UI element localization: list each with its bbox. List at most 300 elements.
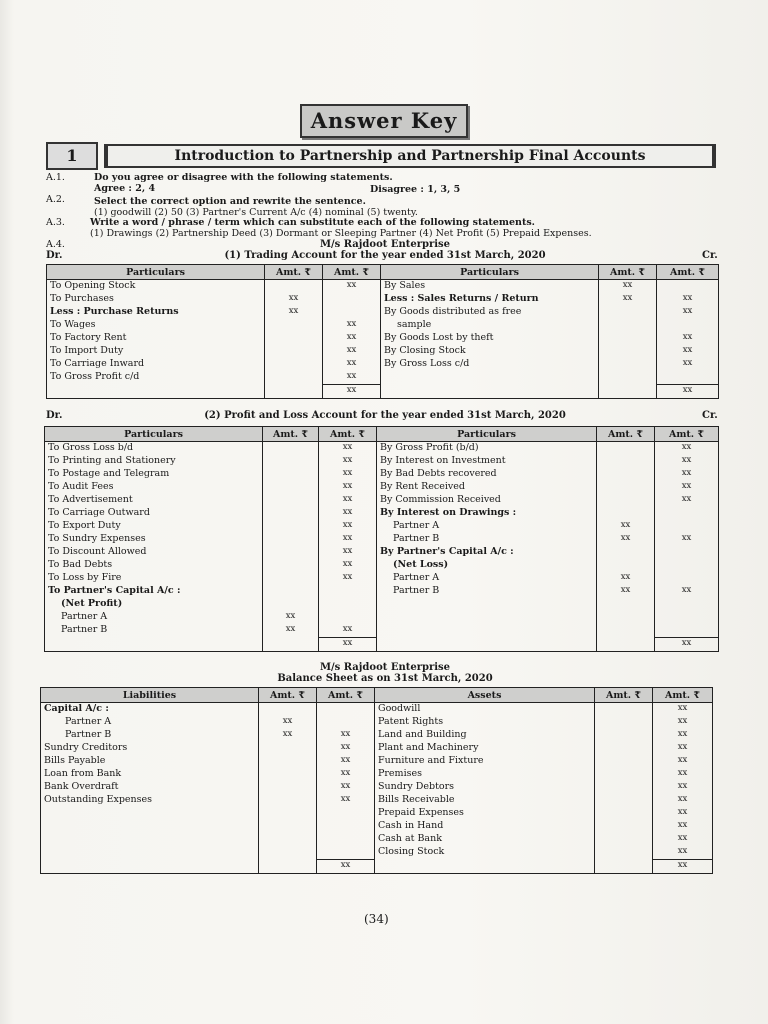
amt-left-1	[263, 520, 319, 533]
table-row	[41, 742, 713, 755]
a3-label: A.3.	[46, 217, 65, 228]
amt-right-1	[597, 442, 655, 456]
profit-loss-table	[44, 426, 719, 652]
table-row	[41, 755, 713, 768]
total-row	[45, 638, 719, 652]
amt-right-2: xx	[653, 742, 713, 755]
amt-right-2: xx	[657, 332, 719, 345]
particulars-left: To Audit Fees	[45, 481, 263, 494]
particulars-left: Partner B	[41, 729, 259, 742]
table-row	[41, 807, 713, 820]
amt-right-1	[595, 716, 653, 729]
amt-right-1	[597, 559, 655, 572]
chapter-title: Introduction to Partnership and Partnership Final Accounts	[104, 144, 716, 168]
amt-left-1: xx	[265, 293, 323, 306]
amt-left-2: xx	[319, 572, 377, 585]
amt-left-1: xx	[263, 624, 319, 638]
total-left: xx	[319, 638, 377, 652]
particulars-right: Closing Stock	[375, 846, 595, 860]
amt-left-1	[259, 820, 317, 833]
particulars-right: Sundry Debtors	[375, 781, 595, 794]
amt-left-2	[317, 820, 375, 833]
col-amt: Amt. ₹	[657, 265, 719, 280]
amt-right-1	[597, 546, 655, 559]
amt-left-1	[263, 468, 319, 481]
amt-right-1	[599, 306, 657, 319]
total-blank	[595, 860, 653, 874]
amt-left-2: xx	[323, 280, 381, 294]
table-row	[41, 703, 713, 717]
particulars-right: sample	[381, 319, 599, 332]
particulars-left: To Discount Allowed	[45, 546, 263, 559]
amt-right-2	[655, 507, 719, 520]
particulars-left: Less : Purchase Returns	[47, 306, 265, 319]
amt-left-1	[265, 332, 323, 345]
table-row	[41, 729, 713, 742]
total-right: xx	[655, 638, 719, 652]
particulars-left: To Carriage Inward	[47, 358, 265, 371]
a4-label: A.4.	[46, 239, 65, 250]
amt-left-1	[263, 507, 319, 520]
particulars-left	[41, 807, 259, 820]
table-row	[45, 520, 719, 533]
table-row	[41, 846, 713, 860]
amt-left-2: xx	[319, 520, 377, 533]
particulars-right: By Partner's Capital A/c :	[377, 546, 597, 559]
amt-right-1	[595, 833, 653, 846]
table-row	[47, 306, 719, 319]
pl-cr: Cr.	[702, 410, 718, 421]
amt-left-2: xx	[317, 729, 375, 742]
amt-right-1	[599, 345, 657, 358]
amt-left-1: xx	[263, 611, 319, 624]
particulars-right: Plant and Machinery	[375, 742, 595, 755]
amt-right-1	[597, 598, 655, 611]
particulars-right	[377, 598, 597, 611]
amt-left-2	[319, 611, 377, 624]
particulars-right: Premises	[375, 768, 595, 781]
amt-right-2: xx	[655, 455, 719, 468]
total-blank	[381, 385, 599, 399]
firm-name-bs: M/s Rajdoot Enterprise	[319, 662, 451, 673]
amt-right-1	[597, 494, 655, 507]
amt-left-2	[317, 807, 375, 820]
amt-left-2: xx	[317, 742, 375, 755]
amt-right-1: xx	[597, 585, 655, 598]
amt-left-2: xx	[323, 345, 381, 358]
particulars-right: By Rent Received	[377, 481, 597, 494]
col-amt: Amt. ₹	[259, 688, 317, 703]
particulars-right: By Sales	[381, 280, 599, 294]
amt-left-2: xx	[317, 768, 375, 781]
particulars-left: To Export Duty	[45, 520, 263, 533]
a3-text: Write a word / phrase / term which can substitute each of the following statements.	[90, 217, 535, 228]
amt-left-1	[259, 768, 317, 781]
amt-left-1	[263, 533, 319, 546]
a1-agree: Agree : 2, 4	[94, 183, 156, 194]
col-amt: Amt. ₹	[265, 265, 323, 280]
col-liabilities: Liabilities	[41, 688, 259, 703]
a1-label: A.1.	[46, 172, 65, 183]
col-particulars: Particulars	[47, 265, 265, 280]
amt-left-1	[265, 371, 323, 385]
col-assets: Assets	[375, 688, 595, 703]
amt-left-1: xx	[259, 716, 317, 729]
a2-answer: (1) goodwill (2) 50 (3) Partner's Current A/c (4) nominal (5) twenty.	[94, 207, 418, 218]
col-amt: Amt. ₹	[323, 265, 381, 280]
amt-right-2: xx	[655, 468, 719, 481]
amt-right-2	[655, 546, 719, 559]
amt-right-2: xx	[653, 807, 713, 820]
particulars-left	[41, 846, 259, 860]
amt-left-1	[259, 846, 317, 860]
table-row	[45, 559, 719, 572]
answer-key-title: Answer Key	[300, 104, 468, 138]
amt-left-1	[265, 345, 323, 358]
amt-right-1: xx	[597, 520, 655, 533]
amt-left-2: xx	[317, 781, 375, 794]
amt-left-2: xx	[319, 546, 377, 559]
pl-heading: (2) Profit and Loss Account for the year ended 31st March, 2020	[204, 410, 566, 421]
amt-left-2	[317, 846, 375, 860]
table-row	[45, 598, 719, 611]
table-row	[47, 371, 719, 385]
total-blank	[45, 638, 263, 652]
col-amt: Amt. ₹	[319, 427, 377, 442]
amt-right-1	[595, 846, 653, 860]
amt-left-2: xx	[319, 468, 377, 481]
amt-left-1: xx	[259, 729, 317, 742]
total-blank	[259, 860, 317, 874]
amt-right-2	[655, 624, 719, 638]
amt-left-1	[259, 807, 317, 820]
table-row	[41, 781, 713, 794]
particulars-right	[377, 611, 597, 624]
amt-right-2: xx	[653, 820, 713, 833]
amt-left-2	[323, 306, 381, 319]
amt-left-1	[263, 546, 319, 559]
col-amt: Amt. ₹	[595, 688, 653, 703]
amt-right-1	[595, 820, 653, 833]
trading-cr: Cr.	[702, 250, 718, 261]
a1-text: Do you agree or disagree with the following statements.	[94, 172, 393, 183]
amt-left-2: xx	[317, 755, 375, 768]
amt-right-1	[597, 455, 655, 468]
amt-left-2	[323, 293, 381, 306]
total-row	[47, 385, 719, 399]
amt-right-2	[657, 319, 719, 332]
amt-left-1	[263, 455, 319, 468]
amt-left-1	[259, 794, 317, 807]
amt-right-2: xx	[653, 833, 713, 846]
amt-left-1	[259, 703, 317, 717]
particulars-right: By Goods Lost by theft	[381, 332, 599, 345]
amt-left-1	[263, 572, 319, 585]
amt-left-2: xx	[323, 332, 381, 345]
particulars-right: Land and Building	[375, 729, 595, 742]
particulars-right: By Interest on Drawings :	[377, 507, 597, 520]
amt-left-1	[259, 833, 317, 846]
particulars-right: By Gross Profit (b/d)	[377, 442, 597, 456]
amt-right-2	[655, 572, 719, 585]
amt-right-1	[597, 611, 655, 624]
table-row	[45, 455, 719, 468]
col-amt: Amt. ₹	[653, 688, 713, 703]
amt-right-1	[595, 703, 653, 717]
amt-left-2: xx	[319, 624, 377, 638]
particulars-left: To Printing and Stationery	[45, 455, 263, 468]
amt-right-1	[597, 624, 655, 638]
table-row	[47, 293, 719, 306]
particulars-left: Bills Payable	[41, 755, 259, 768]
particulars-right: Goodwill	[375, 703, 595, 717]
particulars-right: By Goods distributed as free	[381, 306, 599, 319]
total-right: xx	[657, 385, 719, 399]
total-blank	[265, 385, 323, 399]
amt-left-2: xx	[323, 358, 381, 371]
amt-right-2: xx	[655, 442, 719, 456]
amt-left-1	[263, 481, 319, 494]
particulars-right: Partner B	[377, 585, 597, 598]
amt-left-1	[263, 598, 319, 611]
amt-right-1	[597, 481, 655, 494]
amt-right-2	[657, 280, 719, 294]
amt-right-1	[595, 807, 653, 820]
particulars-left: To Carriage Outward	[45, 507, 263, 520]
particulars-left: To Wages	[47, 319, 265, 332]
amt-left-2: xx	[319, 481, 377, 494]
amt-right-2	[655, 559, 719, 572]
particulars-right: Partner A	[377, 520, 597, 533]
col-amt: Amt. ₹	[263, 427, 319, 442]
trading-account-table	[46, 264, 719, 399]
page-number: (34)	[364, 912, 389, 926]
amt-right-1	[595, 768, 653, 781]
amt-left-2: xx	[319, 533, 377, 546]
amt-right-2: xx	[653, 846, 713, 860]
chapter-banner	[42, 142, 714, 168]
amt-right-2: xx	[655, 481, 719, 494]
amt-right-1: xx	[599, 293, 657, 306]
amt-left-1	[265, 358, 323, 371]
amt-right-1: xx	[599, 280, 657, 294]
amt-left-1	[263, 559, 319, 572]
table-row	[41, 716, 713, 729]
amt-right-2: xx	[653, 755, 713, 768]
amt-right-2	[657, 371, 719, 385]
amt-left-1	[259, 755, 317, 768]
amt-right-1	[599, 358, 657, 371]
amt-left-2: xx	[319, 559, 377, 572]
table-row	[45, 468, 719, 481]
a3-answer: (1) Drawings (2) Partnership Deed (3) Dormant or Sleeping Partner (4) Net Profit (5) Prepaid Expenses.	[90, 228, 592, 239]
particulars-right: Bills Receivable	[375, 794, 595, 807]
amt-right-2: xx	[657, 358, 719, 371]
particulars-left: To Advertisement	[45, 494, 263, 507]
amt-left-1: xx	[265, 306, 323, 319]
particulars-left: To Opening Stock	[47, 280, 265, 294]
amt-right-2: xx	[653, 794, 713, 807]
amt-right-2: xx	[653, 768, 713, 781]
amt-left-2	[317, 716, 375, 729]
particulars-left: To Gross Loss b/d	[45, 442, 263, 456]
table-row	[45, 533, 719, 546]
amt-right-2: xx	[655, 494, 719, 507]
table-row	[45, 481, 719, 494]
table-row	[45, 494, 719, 507]
particulars-right: Partner B	[377, 533, 597, 546]
trading-heading: (1) Trading Account for the year ended 31st March, 2020	[224, 250, 546, 261]
chapter-number: 1	[46, 142, 98, 170]
amt-right-1: xx	[597, 533, 655, 546]
amt-right-2: xx	[653, 781, 713, 794]
amt-right-1	[595, 781, 653, 794]
a2-text: Select the correct option and rewrite the sentence.	[94, 196, 366, 207]
firm-name-trading: M/s Rajdoot Enterprise	[319, 239, 451, 250]
amt-right-1: xx	[597, 572, 655, 585]
amt-right-2: xx	[655, 533, 719, 546]
col-amt: Amt. ₹	[655, 427, 719, 442]
amt-left-2: xx	[319, 455, 377, 468]
col-particulars: Particulars	[377, 427, 597, 442]
amt-left-2	[319, 585, 377, 598]
particulars-left: To Bad Debts	[45, 559, 263, 572]
amt-right-2: xx	[653, 716, 713, 729]
particulars-right: Cash in Hand	[375, 820, 595, 833]
amt-left-1	[263, 494, 319, 507]
particulars-right: By Commission Received	[377, 494, 597, 507]
amt-right-1	[599, 371, 657, 385]
particulars-left: Capital A/c :	[41, 703, 259, 717]
particulars-right: By Interest on Investment	[377, 455, 597, 468]
particulars-right: (Net Loss)	[377, 559, 597, 572]
amt-right-2	[655, 598, 719, 611]
trading-dr: Dr.	[46, 250, 63, 261]
table-row	[47, 319, 719, 332]
amt-right-1	[595, 729, 653, 742]
total-blank	[375, 860, 595, 874]
table-row	[41, 768, 713, 781]
particulars-right: Patent Rights	[375, 716, 595, 729]
particulars-left: To Loss by Fire	[45, 572, 263, 585]
amt-right-1	[595, 742, 653, 755]
amt-right-2: xx	[657, 306, 719, 319]
a1-disagree: Disagree : 1, 3, 5	[370, 184, 461, 195]
amt-left-2: xx	[319, 442, 377, 456]
particulars-left: To Factory Rent	[47, 332, 265, 345]
particulars-left: To Postage and Telegram	[45, 468, 263, 481]
particulars-left: To Purchases	[47, 293, 265, 306]
amt-left-1	[259, 742, 317, 755]
amt-right-1	[597, 468, 655, 481]
a2-label: A.2.	[46, 194, 65, 205]
particulars-left: Partner A	[41, 716, 259, 729]
table-row	[47, 332, 719, 345]
amt-right-2	[655, 611, 719, 624]
table-row	[41, 794, 713, 807]
particulars-left: Partner A	[45, 611, 263, 624]
amt-right-2	[655, 520, 719, 533]
particulars-right: Prepaid Expenses	[375, 807, 595, 820]
particulars-left: Partner B	[45, 624, 263, 638]
particulars-right	[377, 624, 597, 638]
table-row	[45, 546, 719, 559]
total-blank	[41, 860, 259, 874]
particulars-left: Sundry Creditors	[41, 742, 259, 755]
amt-right-2: xx	[653, 729, 713, 742]
particulars-left: Bank Overdraft	[41, 781, 259, 794]
particulars-right: By Gross Loss c/d	[381, 358, 599, 371]
amt-right-2: xx	[657, 293, 719, 306]
total-blank	[263, 638, 319, 652]
amt-left-2: xx	[317, 794, 375, 807]
balance-sheet-table	[40, 687, 713, 874]
table-row	[45, 507, 719, 520]
amt-left-2	[317, 833, 375, 846]
particulars-right: Partner A	[377, 572, 597, 585]
col-amt: Amt. ₹	[317, 688, 375, 703]
particulars-right: Furniture and Fixture	[375, 755, 595, 768]
table-row	[45, 624, 719, 638]
table-row	[45, 585, 719, 598]
particulars-left: Loan from Bank	[41, 768, 259, 781]
amt-left-2: xx	[323, 371, 381, 385]
particulars-left: To Import Duty	[47, 345, 265, 358]
particulars-right	[381, 371, 599, 385]
particulars-left: To Partner's Capital A/c :	[45, 585, 263, 598]
amt-left-1	[263, 442, 319, 456]
table-row	[41, 833, 713, 846]
total-blank	[597, 638, 655, 652]
table-row	[47, 345, 719, 358]
total-blank	[47, 385, 265, 399]
amt-left-1	[265, 280, 323, 294]
table-row	[45, 572, 719, 585]
table-row	[47, 280, 719, 294]
pl-dr: Dr.	[46, 410, 63, 421]
table-row	[41, 820, 713, 833]
amt-left-2: xx	[319, 507, 377, 520]
col-particulars: Particulars	[381, 265, 599, 280]
particulars-right: Less : Sales Returns / Return	[381, 293, 599, 306]
table-row	[45, 611, 719, 624]
particulars-left: To Gross Profit c/d	[47, 371, 265, 385]
amt-right-2: xx	[653, 703, 713, 717]
particulars-right: By Bad Debts recovered	[377, 468, 597, 481]
particulars-right: By Closing Stock	[381, 345, 599, 358]
amt-left-2	[317, 703, 375, 717]
table-row	[47, 358, 719, 371]
table-row	[45, 442, 719, 456]
total-left: xx	[317, 860, 375, 874]
particulars-left: (Net Profit)	[45, 598, 263, 611]
col-amt: Amt. ₹	[597, 427, 655, 442]
total-right: xx	[653, 860, 713, 874]
total-blank	[599, 385, 657, 399]
col-amt: Amt. ₹	[599, 265, 657, 280]
total-left: xx	[323, 385, 381, 399]
amt-left-1	[259, 781, 317, 794]
amt-right-1	[595, 794, 653, 807]
total-row	[41, 860, 713, 874]
amt-right-2: xx	[657, 345, 719, 358]
amt-right-1	[599, 319, 657, 332]
particulars-left	[41, 820, 259, 833]
amt-right-1	[597, 507, 655, 520]
amt-right-2: xx	[655, 585, 719, 598]
amt-left-1	[263, 585, 319, 598]
amt-right-1	[599, 332, 657, 345]
